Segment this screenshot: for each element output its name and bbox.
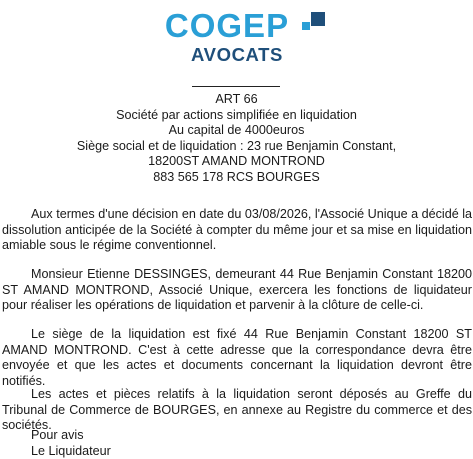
header-line: Au capital de 4000euros bbox=[168, 123, 305, 138]
company-header bbox=[0, 92, 473, 186]
logo-name: COGEP bbox=[164, 7, 290, 44]
body-paragraph: Monsieur Etienne DESSINGES, demeurant 44 Rue Benjamin Constant 18200 ST AMAND MONTROND, Associé Unique, exercera les fonctions de liquidateur pour réaliser les opérations de liquidation et parvenir à la clôture de celle-ci. bbox=[2, 267, 472, 313]
header-line: ART 66 bbox=[215, 92, 258, 106]
header-line: 18200ST AMAND MONTROND bbox=[148, 154, 325, 169]
header-line: Société par actions simplifiée en liquidation bbox=[116, 107, 357, 122]
header-line: Siège social et de liquidation : 23 rue Benjamin Constant, bbox=[76, 138, 397, 153]
signature-block bbox=[31, 428, 111, 459]
logo-square-small-icon bbox=[302, 22, 310, 30]
logo-square-icon bbox=[311, 12, 325, 26]
header-divider bbox=[192, 86, 280, 87]
header-line: 883 565 178 RCS BOURGES bbox=[153, 169, 320, 184]
cogep-avocats-logo bbox=[0, 4, 473, 64]
body-paragraph: Aux termes d'une décision en date du 03/08/2026, l'Associé Unique a décidé la dissolution anticipée de la Société à compter du même jour et sa mise en liquidation amiable sous le régime conventionnel. bbox=[2, 207, 472, 253]
body-paragraph: Les actes et pièces relatifs à la liquidation seront déposés au Greffe du Tribunal de Commerce de BOURGES, en annexe au Registre du commerce et des sociétés. bbox=[2, 387, 472, 433]
body-paragraph: Le siège de la liquidation est fixé 44 Rue Benjamin Constant 18200 ST AMAND MONTROND. C'est à cette adresse que la correspondance devra être envoyée et que les actes et documents concernant la liquidation devront être notifiés. bbox=[2, 327, 472, 388]
logo-sub: AVOCATS bbox=[191, 44, 283, 64]
signature-line-1: Pour avis bbox=[31, 428, 84, 442]
signature-line-2: Le Liquidateur bbox=[31, 443, 111, 458]
